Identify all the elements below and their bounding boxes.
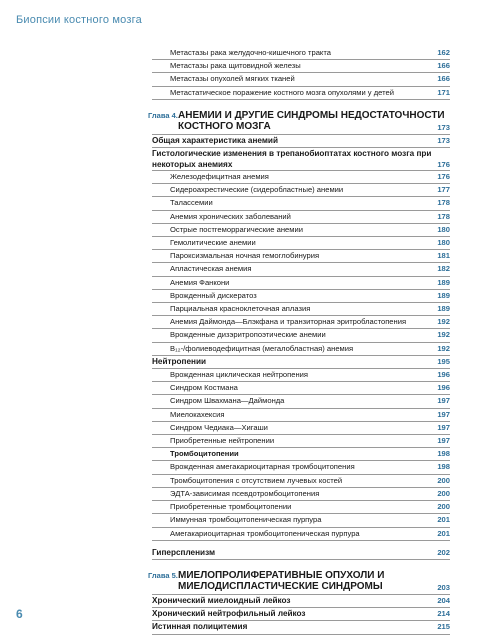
- toc-entry-text: Тромбоцитопения с отсутствием лучевых костей: [170, 475, 343, 485]
- toc-entry-text: Талассемии: [170, 198, 213, 208]
- toc-entry: [152, 87, 450, 100]
- toc-entry-page: 201: [437, 515, 450, 525]
- toc-entry: [152, 329, 450, 342]
- toc-entry: [152, 475, 450, 488]
- toc-entry-text: Метастазы рака желудочно-кишечного тракта: [170, 48, 331, 57]
- toc-entry-text: Врожденный дискератоз: [170, 290, 257, 300]
- toc-entry-page: 177: [437, 185, 450, 195]
- toc-entry-text: Анемия Фанкони: [170, 277, 230, 287]
- toc-entry: [152, 171, 450, 184]
- toc-entry: [152, 224, 450, 237]
- toc-entry: [152, 73, 450, 86]
- toc-entry: [152, 514, 450, 527]
- toc-entry-page: 189: [437, 304, 450, 314]
- chapter-page: 203: [437, 582, 450, 592]
- toc-entry-page: 215: [437, 622, 450, 632]
- toc-entry: [152, 461, 450, 474]
- toc-entry-page: 162: [437, 48, 450, 57]
- toc-entry-page: 197: [437, 409, 450, 419]
- toc-entry: [152, 501, 450, 514]
- toc-entry: [152, 277, 450, 290]
- toc-section: [152, 135, 450, 148]
- toc-entry-page: 197: [437, 436, 450, 446]
- toc-entry-text: Иммунная тромбоцитопеническая пурпура: [170, 515, 322, 525]
- toc-section: [152, 148, 450, 171]
- toc-entry-text: Парциальная красноклеточная аплазия: [170, 304, 311, 314]
- toc-entry-text: Амегакариоцитарная тромбоцитопеническая пурпура: [170, 528, 360, 538]
- toc-entry-page: 192: [437, 317, 450, 327]
- toc-neutro-list: [152, 369, 450, 448]
- toc-entry: [152, 595, 450, 608]
- toc-entry-text: Приобретенные тромбоцитопении: [170, 502, 292, 512]
- toc-section: [152, 356, 450, 369]
- chapter-label: Глава 5.: [148, 570, 178, 580]
- toc-entry: [152, 60, 450, 73]
- toc-entry-text: B₁₂-/фолиеводефицитная (мегалобластная) анемия: [170, 343, 354, 353]
- toc-entry: [152, 395, 450, 408]
- toc-section-page: 173: [437, 135, 450, 145]
- toc-entry: [152, 316, 450, 329]
- chapter-title: АНЕМИИ И ДРУГИЕ СИНДРОМЫ НЕДОСТАТОЧНОСТИ КОСТНОГО МОЗГА: [178, 109, 445, 132]
- chapter-title: МИЕЛОПРОЛИФЕРАТИВНЫЕ ОПУХОЛИ И МИЕЛОДИСПЛАСТИЧЕСКИЕ СИНДРОМЫ: [178, 569, 385, 592]
- toc-entry-page: 204: [437, 595, 450, 605]
- toc-entry: [152, 290, 450, 303]
- toc-entry-page: 192: [437, 343, 450, 353]
- chapter-page: 173: [437, 122, 450, 132]
- toc-entry-page: 196: [437, 370, 450, 380]
- toc-entry: [152, 608, 450, 621]
- table-of-contents: [148, 47, 450, 635]
- toc-entry-text: Пароксизмальная ночная гемоглобинурия: [170, 251, 320, 261]
- toc-entry: [152, 488, 450, 501]
- toc-subsection-page: 198: [437, 449, 450, 459]
- toc-entry-text: Синдром Швахмана—Даймонда: [170, 396, 285, 406]
- toc-top-list: [152, 47, 450, 100]
- toc-section-text: Общая характеристика анемий: [152, 135, 278, 145]
- toc-section-text: Гиперспленизм: [152, 547, 216, 557]
- toc-entry-page: 176: [437, 172, 450, 182]
- toc-entry-page: 197: [437, 396, 450, 406]
- toc-entry: [152, 382, 450, 395]
- toc-entry: [152, 197, 450, 210]
- toc-entry-page: 189: [437, 290, 450, 300]
- toc-thrombo-list: [152, 461, 450, 540]
- toc-entry-text: Врожденная амегакариоцитарная тромбоцитопения: [170, 462, 355, 472]
- toc-entry-text: Миелокахексия: [170, 409, 225, 419]
- chapter-5-heading: [148, 569, 450, 595]
- toc-entry-text: Истинная полицитемия: [152, 622, 248, 632]
- toc-entry: [152, 47, 450, 60]
- toc-entry-page: 182: [437, 264, 450, 274]
- toc-entry: [152, 250, 450, 263]
- toc-ch4-list: [152, 171, 450, 356]
- toc-section-page: 195: [437, 356, 450, 366]
- toc-entry: [152, 528, 450, 541]
- toc-entry-text: Апластическая анемия: [170, 264, 252, 274]
- toc-entry-page: 178: [437, 211, 450, 221]
- toc-entry-page: 180: [437, 238, 450, 248]
- toc-entry: [152, 343, 450, 356]
- toc-entry-page: 200: [437, 502, 450, 512]
- toc-entry-text: Приобретенные нейтропении: [170, 436, 275, 446]
- page-number: 6: [16, 607, 23, 621]
- chapter-label: Глава 4.: [148, 110, 178, 120]
- toc-entry-page: 178: [437, 198, 450, 208]
- running-head: Биопсии костного мозга: [16, 14, 142, 26]
- toc-entry: [152, 621, 450, 634]
- toc-entry-text: Метастазы рака щитовидной железы: [170, 61, 301, 71]
- toc-entry-page: 166: [437, 61, 450, 71]
- toc-entry-page: 197: [437, 422, 450, 432]
- toc-entry-page: 166: [437, 74, 450, 84]
- toc-subsection-text: Тромбоцитопении: [170, 449, 239, 459]
- toc-entry-text: Сидероахрестические (сидеробластные) анемии: [170, 185, 344, 195]
- toc-entry-page: 181: [437, 251, 450, 261]
- toc-entry-text: Метастатическое поражение костного мозга опухолями у детей: [170, 87, 394, 97]
- toc-ch5-list: [152, 595, 450, 635]
- toc-section-page: 176: [437, 160, 450, 170]
- toc-entry: [152, 422, 450, 435]
- toc-entry-page: 201: [437, 528, 450, 538]
- toc-entry-page: 171: [437, 87, 450, 97]
- toc-entry-page: 214: [437, 609, 450, 619]
- toc-entry: [152, 237, 450, 250]
- toc-entry: [152, 369, 450, 382]
- toc-entry-page: 189: [437, 277, 450, 287]
- toc-entry-page: 200: [437, 488, 450, 498]
- toc-entry: [152, 263, 450, 276]
- toc-entry-text: Синдром Костмана: [170, 383, 238, 393]
- toc-subsection: [152, 448, 450, 461]
- toc-section: [152, 547, 450, 560]
- toc-section-text: Нейтропении: [152, 356, 207, 366]
- toc-entry-text: Анемия хронических заболеваний: [170, 211, 291, 221]
- toc-entry-text: Острые постгеморрагические анемии: [170, 224, 303, 234]
- toc-entry-text: Синдром Чедиака—Хигаши: [170, 422, 268, 432]
- toc-entry-page: 200: [437, 475, 450, 485]
- toc-entry-text: Гемолитические анемии: [170, 238, 256, 248]
- toc-entry-text: ЭДТА-зависимая псевдотромбоцитопения: [170, 488, 320, 498]
- toc-entry-page: 180: [437, 224, 450, 234]
- toc-entry-text: Хронический миелоидный лейкоз: [152, 595, 291, 605]
- toc-entry-text: Врожденная циклическая нейтропения: [170, 370, 309, 380]
- chapter-4-heading: [148, 109, 450, 135]
- toc-entry-page: 198: [437, 462, 450, 472]
- toc-entry-text: Врожденные дизэритропоэтические анемии: [170, 330, 326, 340]
- toc-entry: [152, 184, 450, 197]
- toc-entry-text: Железодефицитная анемия: [170, 172, 269, 182]
- toc-entry-page: 192: [437, 330, 450, 340]
- toc-section-text: Гистологические изменения в трепанобиоптатах костного мозга при некоторых анемиях: [152, 149, 432, 170]
- toc-entry: [152, 211, 450, 224]
- toc-entry: [152, 409, 450, 422]
- toc-entry-text: Анемия Даймонда—Блэкфана и транзиторная эритробластопения: [170, 317, 407, 327]
- toc-entry-page: 196: [437, 383, 450, 393]
- toc-entry-text: Хронический нейтрофильный лейкоз: [152, 609, 306, 619]
- toc-entry-text: Метастазы опухолей мягких тканей: [170, 74, 295, 84]
- toc-entry: [152, 435, 450, 448]
- toc-entry: [152, 303, 450, 316]
- toc-section-page: 202: [437, 547, 450, 557]
